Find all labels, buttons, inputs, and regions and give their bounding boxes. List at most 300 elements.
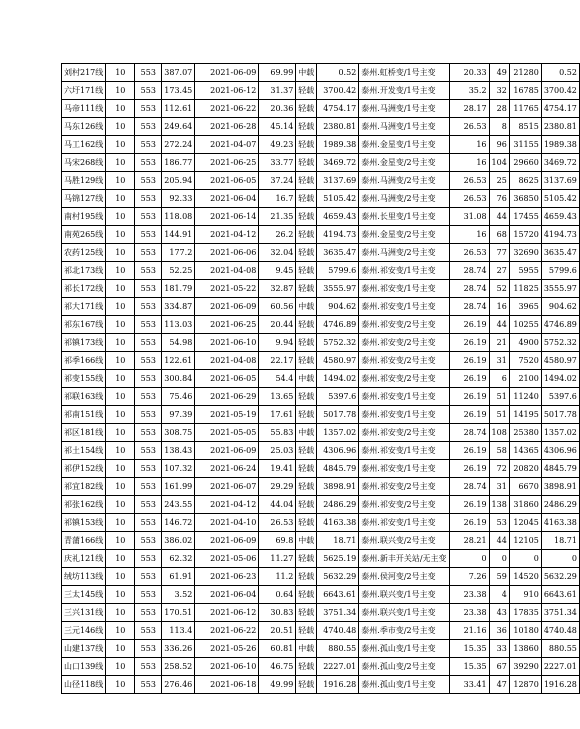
table-cell: 553 (135, 100, 162, 118)
table-cell: 26.19 (449, 406, 489, 424)
table-cell: 32.87 (259, 280, 296, 298)
table-cell: 2021-06-28 (195, 118, 259, 136)
table-cell: 69.99 (259, 64, 296, 82)
table-cell: 祁镇173线 (62, 334, 106, 352)
table-cell: 7.26 (449, 568, 489, 586)
table-cell: 4740.48 (541, 622, 579, 640)
table-cell: 1989.38 (317, 136, 359, 154)
table-cell: 553 (135, 568, 162, 586)
table-cell: 553 (135, 604, 162, 622)
table-cell: 2021-06-25 (195, 154, 259, 172)
table-row (62, 280, 580, 298)
table-cell: 轻载 (296, 82, 317, 100)
table-cell: 26.19 (449, 352, 489, 370)
table-row (62, 226, 580, 244)
table-row (62, 532, 580, 550)
table-row (62, 82, 580, 100)
table-cell: 553 (135, 658, 162, 676)
table-cell: 2021-06-12 (195, 604, 259, 622)
table-cell: 47 (489, 676, 509, 694)
table-cell: 10 (106, 388, 135, 406)
table-cell: 26.2 (259, 226, 296, 244)
table-cell: 8 (489, 118, 509, 136)
table-cell: 20.44 (259, 316, 296, 334)
table-cell: 10 (106, 658, 135, 676)
table-cell: 2021-06-06 (195, 244, 259, 262)
table-cell: 祁季166线 (62, 352, 106, 370)
table-cell: 10 (106, 334, 135, 352)
table-cell: 泰州.孤山变/1号主变 (359, 676, 449, 694)
table-cell: 16 (489, 298, 509, 316)
table-cell: 20820 (509, 460, 541, 478)
table-cell: 10 (106, 280, 135, 298)
table-cell: 2021-04-07 (195, 136, 259, 154)
table-cell: 10 (106, 298, 135, 316)
table-cell: 61.91 (162, 568, 195, 586)
table-cell: 27 (489, 262, 509, 280)
table-cell: 轻载 (296, 280, 317, 298)
table-cell: 2021-04-12 (195, 226, 259, 244)
table-cell: 泰州.马洲变/2号主变 (359, 244, 449, 262)
table-row (62, 370, 580, 388)
table-cell: 104 (489, 154, 509, 172)
table-cell: 10 (106, 640, 135, 658)
table-cell: 2021-06-09 (195, 442, 259, 460)
table-cell: 553 (135, 136, 162, 154)
table-cell: 553 (135, 550, 162, 568)
table-row (62, 136, 580, 154)
table-cell: 16785 (509, 82, 541, 100)
table-cell: 10 (106, 370, 135, 388)
table-cell: 36 (489, 622, 509, 640)
table-cell: 祁南151线 (62, 406, 106, 424)
table-cell: 28.74 (449, 424, 489, 442)
table-cell: 144.91 (162, 226, 195, 244)
table-cell: 泰州.侯河变/2号主变 (359, 568, 449, 586)
table-cell: 0.52 (317, 64, 359, 82)
table-cell: 中载 (296, 532, 317, 550)
table-row (62, 550, 580, 568)
table-cell: 轻载 (296, 208, 317, 226)
table-cell: 553 (135, 154, 162, 172)
table-cell: 0 (489, 550, 509, 568)
data-table (61, 63, 580, 694)
table-cell: 5632.29 (541, 568, 579, 586)
table-cell: 16 (449, 226, 489, 244)
table-cell: 2486.29 (541, 496, 579, 514)
table-cell: 3898.91 (541, 478, 579, 496)
table-cell: 60.56 (259, 298, 296, 316)
table-cell: 21280 (509, 64, 541, 82)
table-cell: 轻载 (296, 334, 317, 352)
table-cell: 33.41 (449, 676, 489, 694)
table-cell: 553 (135, 406, 162, 424)
table-cell: 44 (489, 532, 509, 550)
table-cell: 553 (135, 172, 162, 190)
table-cell: 181.79 (162, 280, 195, 298)
table-cell: 33 (489, 640, 509, 658)
table-cell: 2021-06-25 (195, 316, 259, 334)
table-row (62, 622, 580, 640)
table-cell: 10 (106, 172, 135, 190)
table-row (62, 388, 580, 406)
table-cell: 泰州.马洲变/2号主变 (359, 172, 449, 190)
table-cell: 祁东167线 (62, 316, 106, 334)
table-body (62, 64, 580, 694)
table-cell: 76 (489, 190, 509, 208)
table-cell: 107.32 (162, 460, 195, 478)
table-cell: 18.71 (541, 532, 579, 550)
table-row (62, 442, 580, 460)
table-cell: 轻载 (296, 550, 317, 568)
table-cell: 7520 (509, 352, 541, 370)
table-cell: 68 (489, 226, 509, 244)
table-cell: 轻载 (296, 136, 317, 154)
table-cell: 69.8 (259, 532, 296, 550)
table-cell: 2021-06-14 (195, 208, 259, 226)
table-cell: 4163.38 (317, 514, 359, 532)
table-cell: 10 (106, 244, 135, 262)
table-row (62, 658, 580, 676)
table-cell: 轻载 (296, 172, 317, 190)
table-cell: 26.19 (449, 496, 489, 514)
table-row (62, 262, 580, 280)
table-cell: 22.17 (259, 352, 296, 370)
table-cell: 31155 (509, 136, 541, 154)
table-cell: 0 (541, 550, 579, 568)
table-cell: 8625 (509, 172, 541, 190)
table-cell: 21.35 (259, 208, 296, 226)
table-cell: 2227.01 (541, 658, 579, 676)
table-cell: 276.46 (162, 676, 195, 694)
table-cell: 3635.47 (541, 244, 579, 262)
table-cell: 44.04 (259, 496, 296, 514)
table-cell: 26.19 (449, 316, 489, 334)
table-row (62, 514, 580, 532)
table-cell: 243.55 (162, 496, 195, 514)
table-cell: 161.99 (162, 478, 195, 496)
table-cell: 553 (135, 460, 162, 478)
table-cell: 26.19 (449, 370, 489, 388)
table-cell: 10 (106, 100, 135, 118)
table-cell: 3137.69 (317, 172, 359, 190)
table-cell: 1357.02 (541, 424, 579, 442)
table-row (62, 316, 580, 334)
table-cell: 52.25 (162, 262, 195, 280)
table-cell: 17835 (509, 604, 541, 622)
table-cell: 1494.02 (541, 370, 579, 388)
table-cell: 177.2 (162, 244, 195, 262)
table-cell: 泰州.祁安变/2号主变 (359, 424, 449, 442)
table-cell: 31.37 (259, 82, 296, 100)
table-cell: 336.26 (162, 640, 195, 658)
table-cell: 26.19 (449, 460, 489, 478)
table-cell: 2021-06-18 (195, 676, 259, 694)
table-cell: 三元146线 (62, 622, 106, 640)
table-cell: 10 (106, 352, 135, 370)
table-cell: 三兴131线 (62, 604, 106, 622)
table-cell: 轻载 (296, 442, 317, 460)
table-cell: 中载 (296, 298, 317, 316)
table-cell: 53 (489, 514, 509, 532)
table-cell: 轻载 (296, 154, 317, 172)
table-cell: 1494.02 (317, 370, 359, 388)
table-cell: 553 (135, 532, 162, 550)
table-cell: 10 (106, 496, 135, 514)
table-row (62, 676, 580, 694)
table-cell: 553 (135, 586, 162, 604)
table-cell: 泰州.孤山变/1号主变 (359, 640, 449, 658)
table-cell: 11765 (509, 100, 541, 118)
table-cell: 农药125线 (62, 244, 106, 262)
table-cell: 32.04 (259, 244, 296, 262)
table-cell: 2021-06-10 (195, 658, 259, 676)
table-cell: 泰州.金星变/2号主变 (359, 154, 449, 172)
table-cell: 4163.38 (541, 514, 579, 532)
table-cell: 10 (106, 424, 135, 442)
table-cell: 32690 (509, 244, 541, 262)
table-cell: 26.19 (449, 442, 489, 460)
table-cell: 12870 (509, 676, 541, 694)
table-cell: 2021-06-05 (195, 172, 259, 190)
table-cell: 10 (106, 118, 135, 136)
table-cell: 轻载 (296, 658, 317, 676)
table-cell: 46.75 (259, 658, 296, 676)
table-cell: 553 (135, 640, 162, 658)
table-cell: 轻载 (296, 190, 317, 208)
table-cell: 16 (449, 136, 489, 154)
table-cell: 马胜129线 (62, 172, 106, 190)
table-cell: 5105.42 (317, 190, 359, 208)
table-cell: 30.83 (259, 604, 296, 622)
table-cell: 14195 (509, 406, 541, 424)
table-cell: 553 (135, 424, 162, 442)
table-cell: 26.19 (449, 514, 489, 532)
table-cell: 10 (106, 406, 135, 424)
table-cell: 2021-05-06 (195, 550, 259, 568)
table-cell: 泰州.马洲变/1号主变 (359, 118, 449, 136)
table-cell: 马宋268线 (62, 154, 106, 172)
table-cell: 4580.97 (541, 352, 579, 370)
table-row (62, 190, 580, 208)
table-cell: 19.41 (259, 460, 296, 478)
table-cell: 祁张162线 (62, 496, 106, 514)
table-cell: 泰州.虹桥变/1号主变 (359, 64, 449, 82)
table-cell: 10 (106, 226, 135, 244)
table-cell: 173.45 (162, 82, 195, 100)
table-cell: 44 (489, 316, 509, 334)
table-cell: 72 (489, 460, 509, 478)
table-cell: 10 (106, 208, 135, 226)
table-row (62, 64, 580, 82)
table-cell: 3137.69 (541, 172, 579, 190)
table-cell: 泰州.联兴变/1号主变 (359, 586, 449, 604)
table-cell: 26.53 (259, 514, 296, 532)
table-cell: 910 (509, 586, 541, 604)
table-cell: 52 (489, 280, 509, 298)
table-cell: 31 (489, 478, 509, 496)
table-cell: 0 (509, 550, 541, 568)
table-cell: 33.77 (259, 154, 296, 172)
table-cell: 5017.78 (541, 406, 579, 424)
table-cell: 6643.61 (317, 586, 359, 604)
table-cell: 6643.61 (541, 586, 579, 604)
table-cell: 10 (106, 64, 135, 82)
table-row (62, 118, 580, 136)
table-cell: 49 (489, 64, 509, 82)
table-cell: 9.94 (259, 334, 296, 352)
table-cell: 2021-06-05 (195, 370, 259, 388)
table-cell: 28 (489, 100, 509, 118)
table-cell: 祁长172线 (62, 280, 106, 298)
table-cell: 泰州.祁安变/2号主变 (359, 496, 449, 514)
table-cell: 10 (106, 550, 135, 568)
table-cell: 118.08 (162, 208, 195, 226)
table-cell: 2021-04-08 (195, 352, 259, 370)
table-cell: 轻载 (296, 568, 317, 586)
table-cell: 4754.17 (541, 100, 579, 118)
table-cell: 10 (106, 136, 135, 154)
table-cell: 18.71 (317, 532, 359, 550)
table-row (62, 298, 580, 316)
table-cell: 15.35 (449, 640, 489, 658)
table-cell: 中载 (296, 370, 317, 388)
table-cell: 11825 (509, 280, 541, 298)
table-cell: 泰州.马洲变/2号主变 (359, 190, 449, 208)
table-row (62, 100, 580, 118)
table-cell: 553 (135, 190, 162, 208)
table-cell: 中载 (296, 64, 317, 82)
table-cell: 25.03 (259, 442, 296, 460)
table-cell: 5632.29 (317, 568, 359, 586)
table-cell: 4659.43 (317, 208, 359, 226)
table-row (62, 496, 580, 514)
table-cell: 553 (135, 208, 162, 226)
table-cell: 泰州.开发变/1号主变 (359, 82, 449, 100)
table-cell: 16 (449, 154, 489, 172)
table-cell: 60.81 (259, 640, 296, 658)
table-cell: 2021-06-04 (195, 586, 259, 604)
table-cell: 5105.42 (541, 190, 579, 208)
table-cell: 2380.81 (317, 118, 359, 136)
table-cell: 2021-06-29 (195, 388, 259, 406)
table-cell: 10 (106, 442, 135, 460)
table-cell: 553 (135, 334, 162, 352)
table-cell: 泰州.祁安变/1号主变 (359, 406, 449, 424)
table-cell: 2021-06-09 (195, 298, 259, 316)
table-cell: 中载 (296, 640, 317, 658)
table-cell: 146.72 (162, 514, 195, 532)
table-row (62, 640, 580, 658)
table-cell: 5752.32 (317, 334, 359, 352)
table-cell: 25 (489, 172, 509, 190)
table-cell: 2021-06-12 (195, 82, 259, 100)
table-cell: 马锦127线 (62, 190, 106, 208)
table-cell: 44 (489, 208, 509, 226)
table-cell: 10 (106, 514, 135, 532)
table-cell: 58 (489, 442, 509, 460)
table-cell: 386.02 (162, 532, 195, 550)
table-cell: 4746.89 (541, 316, 579, 334)
table-cell: 轻载 (296, 496, 317, 514)
table-cell: 31 (489, 352, 509, 370)
table-cell: 32 (489, 82, 509, 100)
table-cell: 4746.89 (317, 316, 359, 334)
table-cell: 2021-06-22 (195, 100, 259, 118)
table-cell: 2100 (509, 370, 541, 388)
table-cell: 334.87 (162, 298, 195, 316)
table-cell: 祁北173线 (62, 262, 106, 280)
table-row (62, 460, 580, 478)
table-cell: 泰州.祁安变/2号主变 (359, 478, 449, 496)
table-cell: 2021-06-24 (195, 460, 259, 478)
table-cell: 10 (106, 622, 135, 640)
table-cell: 26.53 (449, 118, 489, 136)
table-row (62, 586, 580, 604)
table-cell: 4 (489, 586, 509, 604)
table-cell: 37.24 (259, 172, 296, 190)
table-cell: 青蒲166线 (62, 532, 106, 550)
table-cell: 轻载 (296, 100, 317, 118)
table-cell: 6 (489, 370, 509, 388)
table-cell: 26.53 (449, 244, 489, 262)
table-cell: 387.07 (162, 64, 195, 82)
table-cell: 10 (106, 82, 135, 100)
table-cell: 170.51 (162, 604, 195, 622)
table-cell: 0.64 (259, 586, 296, 604)
table-cell: 泰州.金星变/1号主变 (359, 136, 449, 154)
table-cell: 2021-04-12 (195, 496, 259, 514)
table-cell: 5752.32 (541, 334, 579, 352)
table-cell: 3898.91 (317, 478, 359, 496)
table-row (62, 424, 580, 442)
table-cell: 泰州.联兴变/1号主变 (359, 604, 449, 622)
table-cell: 泰州.新丰开关站/无主变 (359, 550, 449, 568)
table-cell: 泰州.祁安变/2号主变 (359, 316, 449, 334)
table-cell: 轻载 (296, 118, 317, 136)
table-row (62, 208, 580, 226)
table-cell: 13860 (509, 640, 541, 658)
table-cell: 轻载 (296, 388, 317, 406)
table-cell: 54.98 (162, 334, 195, 352)
table-cell: 15.35 (449, 658, 489, 676)
table-cell: 轻载 (296, 622, 317, 640)
table-row (62, 244, 580, 262)
table-cell: 2227.01 (317, 658, 359, 676)
table-cell: 96 (489, 136, 509, 154)
table-cell: 28.74 (449, 298, 489, 316)
table-cell: 51 (489, 388, 509, 406)
table-cell: 20.36 (259, 100, 296, 118)
table-cell: 553 (135, 298, 162, 316)
table-cell: 5799.6 (317, 262, 359, 280)
table-cell: 3555.97 (317, 280, 359, 298)
table-cell: 3751.34 (317, 604, 359, 622)
table-cell: 10 (106, 532, 135, 550)
table-cell: 祁宜182线 (62, 478, 106, 496)
table-cell: 祁联163线 (62, 388, 106, 406)
table-cell: 泰州.祁安变/2号主变 (359, 370, 449, 388)
table-cell: 13.65 (259, 388, 296, 406)
table-cell: 2021-04-08 (195, 262, 259, 280)
table-cell: 16.7 (259, 190, 296, 208)
table-cell: 26.19 (449, 334, 489, 352)
table-cell: 10 (106, 568, 135, 586)
table-cell: 553 (135, 316, 162, 334)
table-cell: 4580.97 (317, 352, 359, 370)
table-cell: 3469.72 (541, 154, 579, 172)
table-cell: 21.16 (449, 622, 489, 640)
